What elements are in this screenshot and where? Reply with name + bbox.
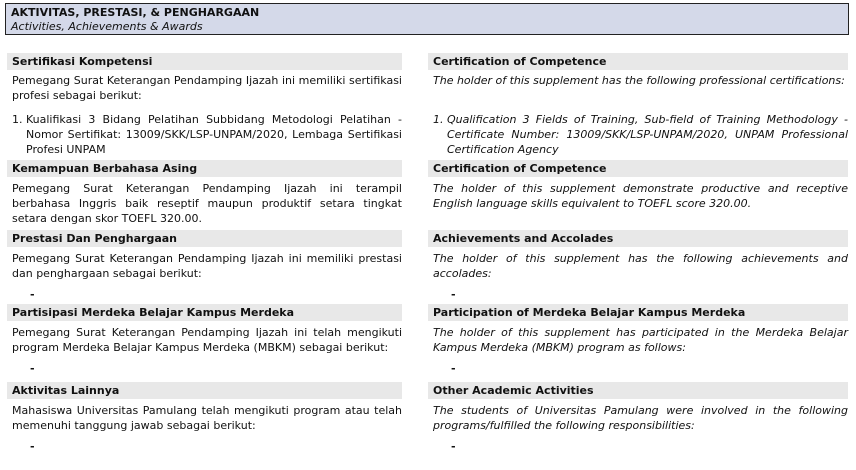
heading-bahasa: Kemampuan Berbahasa Asing bbox=[7, 160, 402, 177]
text-sertifikasi: Pemegang Surat Keterangan Pendamping Ijazah ini memiliki sertifikasi profesi sebagai berikut: bbox=[12, 74, 402, 102]
heading-certification: Certification of Competence bbox=[428, 53, 848, 70]
text-certification: The holder of this supplement has the following professional certifications: bbox=[433, 74, 845, 87]
empty-dash: - bbox=[30, 288, 35, 301]
empty-dash: - bbox=[451, 288, 456, 301]
heading-achievements: Achievements and Accolades bbox=[428, 230, 848, 247]
text-bahasa: Pemegang Surat Keterangan Pendamping Ijazah ini terampil berbahasa Inggris baik reseptif maupun produktif setara tingkat setara dengan skor TOEFL 320.00. bbox=[12, 182, 402, 225]
section-header bbox=[5, 3, 849, 35]
text-participation: The holder of this supplement has participated in the Merdeka Belajar Kampus Merdeka (MBKM) program as follows: bbox=[433, 326, 848, 354]
item-number: 1. bbox=[433, 113, 444, 126]
section-subtitle: Activities, Achievements & Awards bbox=[11, 20, 203, 33]
heading-other-activities: Other Academic Activities bbox=[428, 382, 848, 399]
item-text: Kualifikasi 3 Bidang Pelatihan Subbidang Metodologi Pelatihan - Nomor Sertifikat: 13009/SKK/LSP-UNPAM/2020, Lembaga Sertifikasi Profesi UNPAM bbox=[26, 113, 402, 156]
heading-language: Certification of Competence bbox=[428, 160, 848, 177]
text-mbkm: Pemegang Surat Keterangan Pendamping Ijazah ini telah mengikuti program Merdeka Belajar Kampus Merdeka (MBKM) sebagai berikut: bbox=[12, 326, 402, 354]
heading-sertifikasi: Sertifikasi Kompetensi bbox=[7, 53, 402, 70]
text-achievements: The holder of this supplement has the following achievements and accolades: bbox=[433, 252, 848, 280]
heading-participation: Participation of Merdeka Belajar Kampus Merdeka bbox=[428, 304, 848, 321]
text-prestasi: Pemegang Surat Keterangan Pendamping Ijazah ini memiliki prestasi dan penghargaan sebagai berikut: bbox=[12, 252, 402, 280]
item-number: 1. bbox=[12, 113, 23, 126]
heading-mbkm: Partisipasi Merdeka Belajar Kampus Merdeka bbox=[7, 304, 402, 321]
empty-dash: - bbox=[451, 440, 456, 453]
empty-dash: - bbox=[451, 362, 456, 375]
heading-prestasi: Prestasi Dan Penghargaan bbox=[7, 230, 402, 247]
text-other-activities: The students of Universitas Pamulang were involved in the following programs/fulfilled the following responsibilities: bbox=[433, 404, 848, 432]
empty-dash: - bbox=[30, 362, 35, 375]
item-text: Qualification 3 Fields of Training, Sub-field of Training Methodology - Certificate Number: 13009/SKK/LSP-UNPAM/2020, UNPAM Professional Certification Agency bbox=[447, 113, 848, 156]
list-item bbox=[12, 112, 402, 157]
list-item bbox=[433, 112, 848, 157]
heading-aktivitas: Aktivitas Lainnya bbox=[7, 382, 402, 399]
empty-dash: - bbox=[30, 440, 35, 453]
text-language: The holder of this supplement demonstrate productive and receptive English language skills equivalent to TOEFL score 320.00. bbox=[433, 182, 848, 210]
section-title: AKTIVITAS, PRESTASI, & PENGHARGAAN bbox=[11, 6, 260, 19]
text-aktivitas: Mahasiswa Universitas Pamulang telah mengikuti program atau telah memenuhi tanggung jawab sebagai berikut: bbox=[12, 404, 402, 432]
